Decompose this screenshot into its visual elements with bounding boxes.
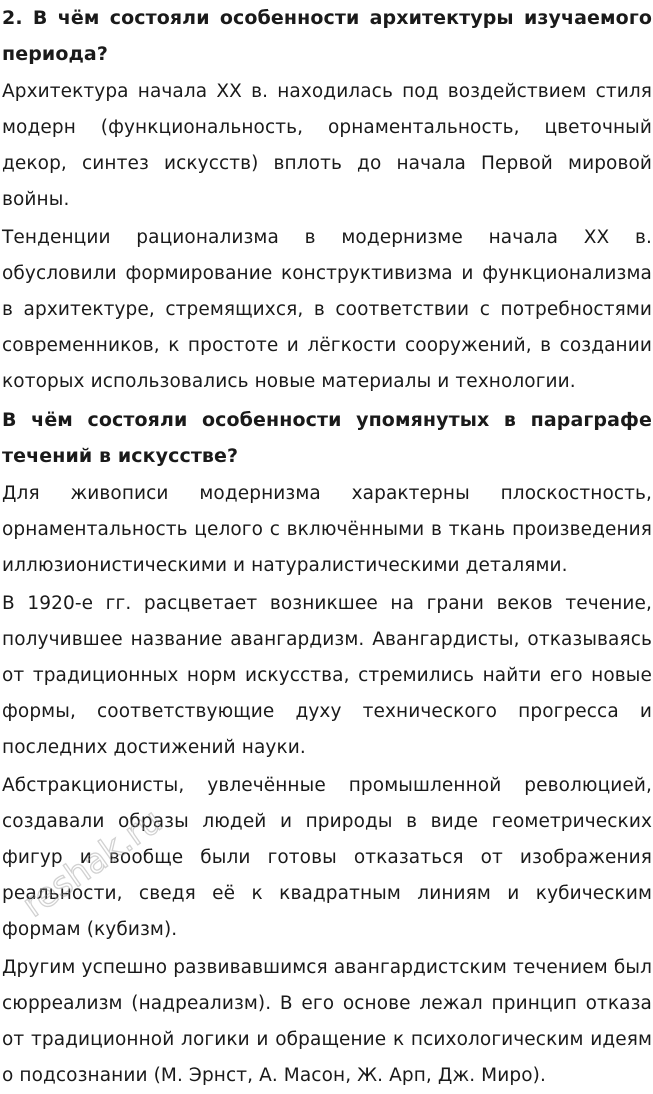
question-heading-art-movements: В чём состояли особенности упомянутых в параграфе течений в искусстве? — [2, 409, 652, 467]
paragraph-abstractionism: Абстракционисты, увлечённые промышленной революцией, создавали образы людей и природы в виде геометрических фигур и вообще были готовы отказаться от изображения реальности, сведя её к квадратным линиям и кубическим формам (кубизм). — [2, 775, 652, 940]
paragraph-modernism-painting: Для живописи модернизма характерны плоскостность, орнаментальность целого с включёнными в ткань произведения иллюзионистическими и натуралистическими деталями. — [2, 483, 652, 576]
paragraph-avant-garde: В 1920-е гг. расцветает возникшее на грани веков течение, получившее название авангардизм. Авангардисты, отказываясь от традиционных норм искусства, стремились найти его новые формы, соответствующие духу технического прогресса и последних достижений науки. — [2, 593, 652, 758]
paragraph-architecture-rationalism: Тенденции рационализма в модернизме начала XX в. обусловили формирование конструктивизма и функционализма в архитектуре, стремящихся, в соответствии с потребностями современников, к простоте и лёгкости сооружений, в создании которых использовались новые материалы и технологии. — [2, 227, 652, 392]
paragraph-surrealism: Другим успешно развивавшимся авангардистским течением был сюрреализм (надреализм). В его основе лежал принцип отказа от традиционной логики и обращение к психологическим идеям о подсознании (М. Эрнст, А. Масон, Ж. Арп, Дж. Миро). — [2, 957, 652, 1086]
watermark-text: reshak.ru — [15, 800, 170, 926]
paragraph-architecture-modern: Архитектура начала XX в. находилась под воздействием стиля модерн (функциональность, орнаментальность, цветочный декор, синтез искусств) вплоть до начала Первой мировой войны. — [2, 81, 652, 210]
document-page — [2, 0, 652, 1094]
question-heading-architecture: 2. В чём состояли особенности архитектуры изучаемого периода? — [2, 7, 652, 65]
